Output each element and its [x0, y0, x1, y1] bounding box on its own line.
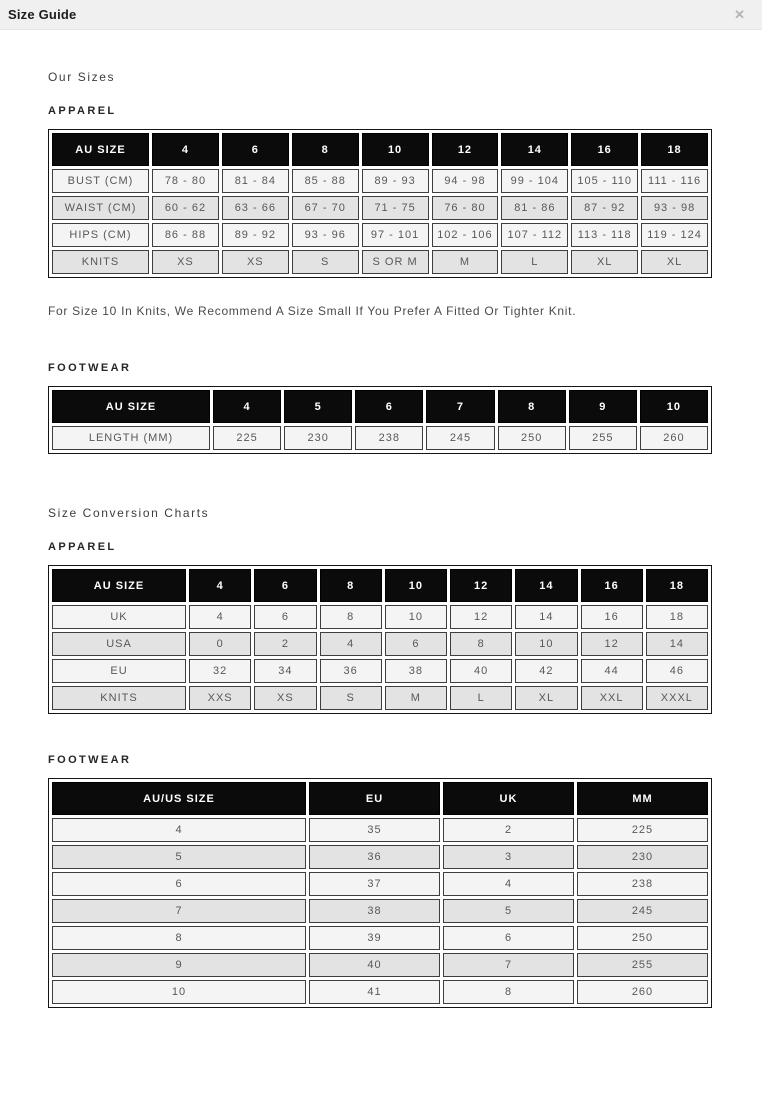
table-row	[52, 659, 708, 683]
value-cell: 119 - 124	[641, 223, 708, 247]
size-guide-content	[0, 30, 762, 1068]
column-header: 8	[292, 133, 359, 166]
column-header: 16	[581, 569, 643, 602]
table-row	[52, 250, 708, 274]
value-cell: 37	[309, 872, 440, 896]
row-label-cell: 8	[52, 926, 306, 950]
column-header: 10	[640, 390, 708, 423]
value-cell: XXL	[581, 686, 643, 710]
column-header: 12	[432, 133, 499, 166]
value-cell: 36	[320, 659, 382, 683]
column-header: AU SIZE	[52, 569, 186, 602]
value-cell: 89 - 92	[222, 223, 289, 247]
value-cell: 245	[577, 899, 708, 923]
value-cell: 8	[320, 605, 382, 629]
row-label-cell: EU	[52, 659, 186, 683]
column-header: 5	[284, 390, 352, 423]
value-cell: XXS	[189, 686, 251, 710]
value-cell: 14	[646, 632, 708, 656]
column-header: 7	[426, 390, 494, 423]
table-row	[52, 953, 708, 977]
row-label-cell: 10	[52, 980, 306, 1004]
value-cell: 255	[569, 426, 637, 450]
value-cell: 36	[309, 845, 440, 869]
value-cell: 60 - 62	[152, 196, 219, 220]
value-cell: 2	[443, 818, 574, 842]
table-row	[52, 169, 708, 193]
row-label-cell: USA	[52, 632, 186, 656]
column-header: 8	[320, 569, 382, 602]
column-header: 4	[152, 133, 219, 166]
value-cell: 7	[443, 953, 574, 977]
value-cell: 34	[254, 659, 316, 683]
value-cell: 63 - 66	[222, 196, 289, 220]
value-cell: 238	[355, 426, 423, 450]
value-cell: 67 - 70	[292, 196, 359, 220]
value-cell: XL	[515, 686, 577, 710]
value-cell: XS	[222, 250, 289, 274]
table-header-row	[52, 569, 708, 602]
column-header: 6	[254, 569, 316, 602]
value-cell: 85 - 88	[292, 169, 359, 193]
value-cell: 94 - 98	[432, 169, 499, 193]
value-cell: 97 - 101	[362, 223, 429, 247]
value-cell: 10	[385, 605, 447, 629]
value-cell: 41	[309, 980, 440, 1004]
value-cell: 40	[309, 953, 440, 977]
column-header: 14	[501, 133, 568, 166]
column-header: EU	[309, 782, 440, 815]
modal-header	[0, 0, 762, 30]
table-row	[52, 899, 708, 923]
table-row	[52, 818, 708, 842]
column-header: AU SIZE	[52, 133, 149, 166]
value-cell: 255	[577, 953, 708, 977]
row-label-cell: 7	[52, 899, 306, 923]
table-row	[52, 872, 708, 896]
value-cell: 250	[577, 926, 708, 950]
value-cell: 6	[254, 605, 316, 629]
footwear-sizes-label: FOOTWEAR	[48, 362, 132, 374]
table-header-row	[52, 390, 708, 423]
value-cell: 107 - 112	[501, 223, 568, 247]
value-cell: 105 - 110	[571, 169, 638, 193]
row-label-cell: WAIST (CM)	[52, 196, 149, 220]
value-cell: 260	[577, 980, 708, 1004]
table-row	[52, 605, 708, 629]
value-cell: 78 - 80	[152, 169, 219, 193]
table-row	[52, 926, 708, 950]
column-header: 18	[641, 133, 708, 166]
apparel-conversion-table	[48, 565, 712, 714]
value-cell: 3	[443, 845, 574, 869]
row-label-cell: UK	[52, 605, 186, 629]
value-cell: 93 - 98	[641, 196, 708, 220]
conversion-heading: Size Conversion Charts	[48, 506, 210, 520]
value-cell: 42	[515, 659, 577, 683]
value-cell: 250	[498, 426, 566, 450]
column-header: AU/US SIZE	[52, 782, 306, 815]
footwear-conversion-table	[48, 778, 712, 1008]
value-cell: 76 - 80	[432, 196, 499, 220]
value-cell: 111 - 116	[641, 169, 708, 193]
value-cell: 16	[581, 605, 643, 629]
value-cell: 44	[581, 659, 643, 683]
value-cell: M	[385, 686, 447, 710]
value-cell: 99 - 104	[501, 169, 568, 193]
value-cell: 81 - 84	[222, 169, 289, 193]
value-cell: 102 - 106	[432, 223, 499, 247]
column-header: 10	[385, 569, 447, 602]
value-cell: 8	[443, 980, 574, 1004]
knits-note: For Size 10 In Knits, We Recommend A Size Small If You Prefer A Fitted Or Tighter Knit.	[48, 304, 577, 318]
value-cell: 2	[254, 632, 316, 656]
value-cell: 46	[646, 659, 708, 683]
value-cell: 93 - 96	[292, 223, 359, 247]
value-cell: 113 - 118	[571, 223, 638, 247]
close-icon[interactable]: ✕	[730, 6, 749, 23]
value-cell: 4	[443, 872, 574, 896]
column-header: MM	[577, 782, 708, 815]
modal-title: Size Guide	[8, 7, 77, 22]
value-cell: 230	[577, 845, 708, 869]
column-header: 16	[571, 133, 638, 166]
value-cell: 86 - 88	[152, 223, 219, 247]
table-row	[52, 196, 708, 220]
value-cell: 35	[309, 818, 440, 842]
row-label-cell: 4	[52, 818, 306, 842]
value-cell: 38	[309, 899, 440, 923]
value-cell: XXXL	[646, 686, 708, 710]
value-cell: S	[292, 250, 359, 274]
value-cell: 245	[426, 426, 494, 450]
row-label-cell: 9	[52, 953, 306, 977]
value-cell: 225	[213, 426, 281, 450]
row-label-cell: BUST (CM)	[52, 169, 149, 193]
value-cell: L	[501, 250, 568, 274]
value-cell: M	[432, 250, 499, 274]
row-label-cell: KNITS	[52, 250, 149, 274]
table-row	[52, 686, 708, 710]
column-header: 6	[355, 390, 423, 423]
value-cell: S OR M	[362, 250, 429, 274]
value-cell: 87 - 92	[571, 196, 638, 220]
row-label-cell: KNITS	[52, 686, 186, 710]
our-sizes-heading: Our Sizes	[48, 70, 116, 84]
value-cell: 260	[640, 426, 708, 450]
value-cell: 12	[581, 632, 643, 656]
value-cell: 10	[515, 632, 577, 656]
value-cell: 18	[646, 605, 708, 629]
table-header-row	[52, 133, 708, 166]
table-row	[52, 980, 708, 1004]
value-cell: 38	[385, 659, 447, 683]
value-cell: 5	[443, 899, 574, 923]
value-cell: XL	[641, 250, 708, 274]
value-cell: S	[320, 686, 382, 710]
column-header: 10	[362, 133, 429, 166]
value-cell: 225	[577, 818, 708, 842]
value-cell: L	[450, 686, 512, 710]
table-row	[52, 426, 708, 450]
column-header: 12	[450, 569, 512, 602]
table-row	[52, 845, 708, 869]
value-cell: XS	[254, 686, 316, 710]
value-cell: 4	[189, 605, 251, 629]
column-header: 14	[515, 569, 577, 602]
value-cell: 39	[309, 926, 440, 950]
table-row	[52, 632, 708, 656]
column-header: 6	[222, 133, 289, 166]
table-header-row	[52, 782, 708, 815]
value-cell: XL	[571, 250, 638, 274]
value-cell: 71 - 75	[362, 196, 429, 220]
column-header: 8	[498, 390, 566, 423]
value-cell: 89 - 93	[362, 169, 429, 193]
footwear-conversion-label: FOOTWEAR	[48, 754, 132, 766]
table-row	[52, 223, 708, 247]
column-header: 9	[569, 390, 637, 423]
value-cell: 6	[385, 632, 447, 656]
value-cell: 14	[515, 605, 577, 629]
column-header: UK	[443, 782, 574, 815]
value-cell: XS	[152, 250, 219, 274]
row-label-cell: 6	[52, 872, 306, 896]
value-cell: 4	[320, 632, 382, 656]
row-label-cell: 5	[52, 845, 306, 869]
apparel-conversion-label: APPAREL	[48, 541, 117, 553]
value-cell: 8	[450, 632, 512, 656]
row-label-cell: LENGTH (MM)	[52, 426, 210, 450]
value-cell: 230	[284, 426, 352, 450]
apparel-sizes-label: APPAREL	[48, 105, 117, 117]
column-header: 18	[646, 569, 708, 602]
value-cell: 238	[577, 872, 708, 896]
value-cell: 81 - 86	[501, 196, 568, 220]
row-label-cell: HIPS (CM)	[52, 223, 149, 247]
column-header: 4	[213, 390, 281, 423]
value-cell: 0	[189, 632, 251, 656]
value-cell: 40	[450, 659, 512, 683]
value-cell: 32	[189, 659, 251, 683]
value-cell: 6	[443, 926, 574, 950]
column-header: 4	[189, 569, 251, 602]
value-cell: 12	[450, 605, 512, 629]
column-header: AU SIZE	[52, 390, 210, 423]
apparel-sizes-table	[48, 129, 712, 278]
footwear-sizes-table	[48, 386, 712, 454]
